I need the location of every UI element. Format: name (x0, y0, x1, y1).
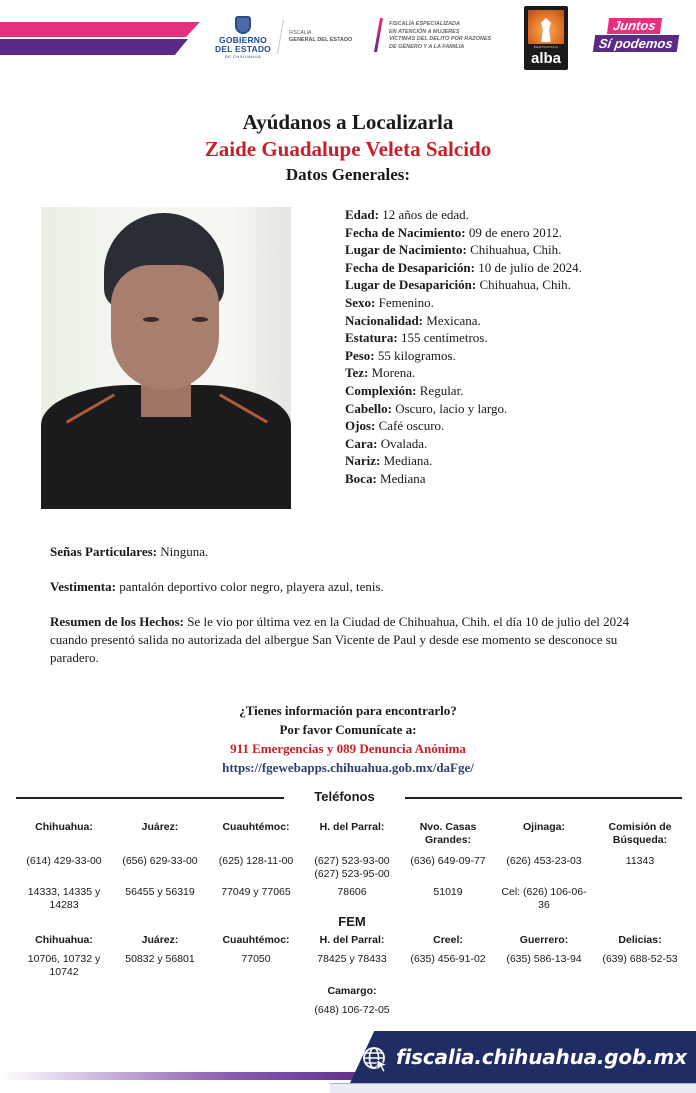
detail-label: Fecha de Desaparición: (345, 259, 475, 275)
detail-label: Ojos: (345, 418, 376, 434)
telefonos-row (16, 886, 688, 912)
gobierno-logo (212, 16, 274, 60)
detail-value: Ovalada. (377, 435, 428, 451)
section-title: Datos Generales: (285, 165, 411, 184)
phone-cell: 56455 y 56319 (125, 886, 195, 898)
detail-label: Complexión: (345, 382, 417, 398)
detail-label: Estatura: (345, 330, 398, 346)
detail-value: 10 de julio de 2024. (474, 259, 582, 275)
phone-cell: (635) 586-13-94 (506, 953, 582, 965)
detail-row (345, 435, 582, 453)
detail-value: Mediana. (380, 453, 433, 469)
detail-row (345, 259, 582, 277)
phone-cell: H. del Parral: (319, 821, 385, 833)
phone-cell: 77050 (241, 953, 271, 965)
pink-stripe (0, 22, 200, 37)
alba-name: alba (530, 50, 561, 67)
globe-cursor-icon (362, 1046, 388, 1072)
detail-value: Chihuahua, Chih. (476, 277, 571, 293)
page-heading: Ayúdanos a Localizarla (242, 110, 454, 134)
vestimenta (50, 578, 650, 596)
details-list (345, 206, 582, 488)
phone-cell: (625) 128-11-00 (218, 855, 294, 867)
telefonos-row (16, 855, 688, 881)
emergency-numbers: 911 Emergencias y 089 Denuncia Anónima (230, 741, 466, 756)
photo-eye (192, 317, 208, 322)
resumen-label: Resumen de los Hechos: (50, 614, 184, 629)
juntos-line1: Juntos (607, 18, 662, 34)
phone-cell: Ojinaga: (522, 821, 565, 833)
footer-line (330, 1083, 696, 1093)
detail-row (345, 347, 582, 365)
detail-value: 12 años de edad. (378, 207, 469, 222)
header (0, 0, 696, 80)
fem-title: FEM (338, 914, 366, 929)
fem-line1: FISCALÍA ESPECIALIZADA (389, 21, 460, 27)
phone-cell: Juárez: (141, 821, 179, 833)
phone-cell: Comisión de Búsqueda: (608, 821, 672, 846)
senas-label: Señas Particulares: (50, 544, 157, 559)
phone-cell: Chihuahua: (35, 934, 93, 946)
phone-cell: Juárez: (141, 934, 179, 946)
fem-line2: EN ATENCIÓN A MUJERES (389, 28, 460, 35)
phone-directory (16, 821, 688, 1017)
phone-cell: 11343 (625, 855, 655, 867)
detail-row (345, 224, 582, 242)
detail-row (345, 382, 582, 400)
phone-cell: 78606 (337, 886, 367, 898)
detail-label: Cara: (345, 435, 378, 451)
fiscalia-website-link[interactable]: fiscalia.chihuahua.gob.mx (396, 1045, 687, 1069)
phone-cell: (636) 649-09-77 (410, 855, 486, 867)
fem-line4: DE GÉNERO Y A LA FAMILIA (389, 43, 465, 50)
missing-person-name: Zaide Guadalupe Veleta Salcido (204, 137, 492, 161)
detail-value: Café oscuro. (375, 418, 445, 434)
phone-cell: (627) 523-93-00 (627) 523-95-00 (314, 855, 390, 880)
phone-cell: 51019 (433, 886, 463, 898)
detail-row (345, 276, 582, 294)
vestimenta-label: Vestimenta: (50, 579, 116, 594)
detail-value: Mediana (376, 470, 426, 486)
detail-label: Nariz: (345, 453, 381, 469)
detail-row (345, 470, 582, 488)
divider (277, 20, 284, 54)
detail-row (345, 364, 582, 382)
detail-label: Cabello: (345, 400, 392, 416)
phone-cell (592, 886, 688, 912)
photo-face (111, 265, 219, 390)
detail-value: 09 de enero 2012. (465, 224, 562, 240)
phone-cell: Cuauhtémoc: (222, 934, 290, 946)
phone-cell: 77049 y 77065 (221, 886, 291, 898)
detail-row (345, 452, 582, 470)
phone-cell: Cel: (626) 106-06-36 (501, 886, 587, 911)
photo-eye (143, 317, 159, 322)
juntos-logo (594, 17, 678, 52)
detail-value: Mexicana. (423, 312, 481, 328)
detail-value: Chihuahua, Chih. (466, 242, 562, 258)
gobierno-line3: DE CHIHUAHUA (224, 54, 262, 59)
detail-label: Boca: (345, 470, 377, 486)
detail-label: Peso: (345, 347, 375, 363)
detail-value: Regular. (416, 382, 464, 398)
divider (374, 18, 383, 52)
detail-row (345, 329, 582, 347)
phone-cell: 14333, 14335 y 14283 (27, 886, 101, 911)
detail-label: Sexo: (345, 294, 376, 310)
shield-icon (235, 16, 251, 34)
detail-value: 55 kilogramos. (374, 347, 456, 363)
contact-question: ¿Tienes información para encontrarlo? (239, 703, 457, 718)
fem-header-row (16, 934, 688, 947)
telefonos-title: Teléfonos (314, 789, 375, 804)
report-link[interactable]: https://fgewebapps.chihuahua.gob.mx/daFge/ (222, 760, 474, 775)
phone-cell: 10706, 10732 y 10742 (27, 953, 101, 978)
phone-cell: Delicias: (618, 934, 662, 946)
detail-row (345, 417, 582, 435)
phone-cell: Chihuahua: (35, 821, 93, 833)
phone-cell: (614) 429-33-00 (26, 855, 102, 867)
gobierno-line2: DEL ESTADO (215, 44, 271, 54)
contact-please: Por favor Comunícate a: (279, 722, 417, 737)
fiscalia-general-line1: FISCALÍA (289, 30, 312, 36)
phone-cell: (626) 453-23-03 (506, 855, 582, 867)
phone-cell: 50832 y 56801 (125, 953, 195, 965)
detail-label: Lugar de Desaparición: (345, 277, 477, 293)
fiscalia-especializada-logo (389, 21, 491, 51)
telefonos-header-row (16, 821, 688, 847)
detail-label: Fecha de Nacimiento: (345, 224, 466, 240)
divider (405, 797, 682, 799)
footer-purple-stripe (0, 1072, 380, 1080)
detail-label: Edad: (345, 207, 379, 222)
purple-stripe (0, 39, 188, 55)
vestimenta-value: pantalón deportivo color negro, playera azul, tenis. (115, 579, 384, 594)
alba-logo (524, 6, 568, 70)
fiscalia-general-line2: GENERAL DEL ESTADO (289, 37, 353, 43)
phone-cell: Nvo. Casas Grandes: (419, 821, 477, 846)
camargo-label: Camargo: (327, 985, 377, 997)
resumen-hechos (50, 613, 650, 667)
juntos-line2: Sí podemos (593, 35, 679, 52)
fem-row (16, 953, 688, 979)
detail-value: Morena. (368, 365, 416, 381)
detail-value: 155 centímetros. (397, 330, 488, 346)
phone-cell: (635) 456-91-02 (410, 953, 486, 965)
person-photo (41, 207, 291, 509)
phone-cell: Cuauhtémoc: (222, 821, 290, 833)
phone-cell: (656) 629-33-00 (122, 855, 198, 867)
camargo-phone: (648) 106-72-05 (314, 1004, 390, 1016)
fem-line3: VÍCTIMAS DEL DELITO POR RAZONES (389, 36, 492, 42)
detail-value: Oscuro, lacio y largo. (391, 400, 508, 416)
detail-label: Lugar de Nacimiento: (345, 242, 467, 258)
alba-protocol-label: PROTOCOLO (533, 45, 559, 49)
resumen-value: Se le vio por última vez en la Ciudad de Chihuahua, Chih. el día 10 de julio del 2024 cuando presentó salida no autorizada del albergue San Vicente de Paul y desde ese momento se desconoce su paradero. (50, 614, 630, 665)
phone-cell: Guerrero: (519, 934, 569, 946)
fiscalia-general-logo (289, 30, 352, 44)
detail-value: Femenino. (375, 294, 434, 310)
detail-label: Tez: (345, 365, 369, 381)
detail-row (345, 312, 582, 330)
phone-cell: Creel: (433, 934, 463, 946)
phone-cell: 78425 y 78433 (317, 953, 387, 965)
detail-row (345, 241, 582, 259)
detail-label: Nacionalidad: (345, 312, 424, 328)
detail-row (345, 400, 582, 418)
phone-cell: (639) 688-52-53 (602, 953, 678, 965)
detail-row (345, 294, 582, 312)
detail-row (345, 206, 582, 224)
senas-value: Ninguna. (157, 544, 209, 559)
senas-particulares (50, 543, 650, 561)
phone-cell: H. del Parral: (319, 934, 385, 946)
gobierno-line1: GOBIERNO (219, 35, 267, 45)
divider (16, 797, 284, 799)
